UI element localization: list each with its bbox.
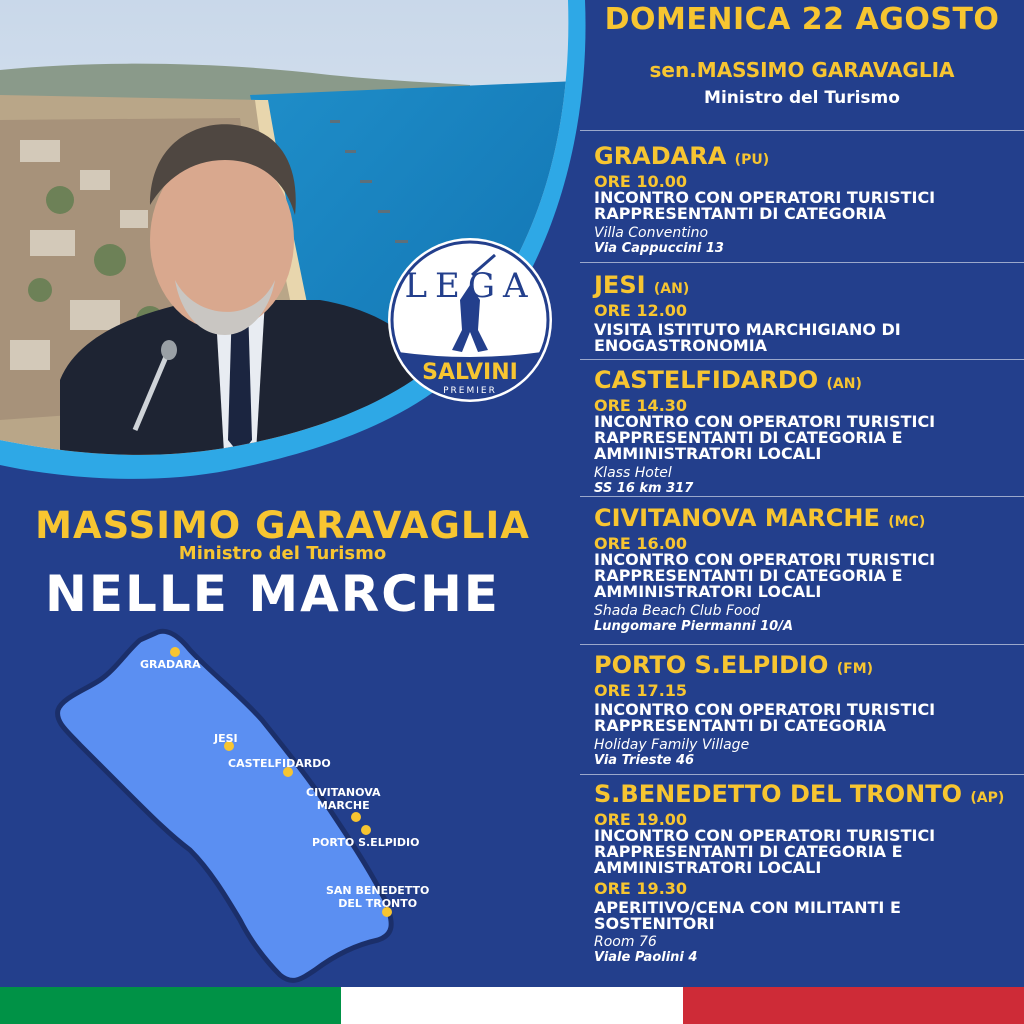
map-label-castelfidardo: CASTELFIDARDO <box>228 757 331 770</box>
event-desc: AMMINISTRATORI LOCALI <box>594 858 822 877</box>
event-city: PORTO S.ELPIDIO (FM) <box>594 651 874 679</box>
senator-name: sen.MASSIMO GARAVAGLIA <box>649 58 955 82</box>
event-address: Via Cappuccini 13 <box>594 241 724 256</box>
event-desc: INCONTRO CON OPERATORI TURISTICI <box>594 550 936 569</box>
flag-green <box>0 987 341 1024</box>
event-time: ORE 16.00 <box>594 534 688 553</box>
event-desc: SOSTENITORI <box>594 914 715 933</box>
event-time: ORE 17.15 <box>594 681 688 700</box>
divider <box>580 644 1024 645</box>
senator-role: Ministro del Turismo <box>704 88 900 108</box>
divider <box>580 262 1024 263</box>
event-gradara <box>594 143 1024 257</box>
map-label-jesi: JESI <box>214 732 238 745</box>
event-city: JESI (AN) <box>594 271 690 299</box>
event-time: ORE 14.30 <box>594 396 688 415</box>
event-desc: INCONTRO CON OPERATORI TURISTICI <box>594 700 936 719</box>
event-sbenedetto <box>594 781 1024 966</box>
marker-gradara <box>170 647 180 657</box>
event-desc: VISITA ISTITUTO MARCHIGIANO DI <box>594 320 901 339</box>
event-time: ORE 12.00 <box>594 301 688 320</box>
map-label-civitanova: CIVITANOVA MARCHE <box>306 786 381 812</box>
divider <box>580 359 1024 360</box>
event-address: Via Trieste 46 <box>594 753 695 768</box>
event-desc: RAPPRESENTANTI DI CATEGORIA E <box>594 428 903 447</box>
lega-logo-text: LEGA <box>404 266 536 306</box>
map-label-sanbenedetto: SAN BENEDETTO DEL TRONTO <box>326 884 430 910</box>
event-venue: Room 76 <box>594 934 657 950</box>
event-city: CASTELFIDARDO (AN) <box>594 366 862 394</box>
event-desc: INCONTRO CON OPERATORI TURISTICI <box>594 412 936 431</box>
marker-porto <box>361 825 371 835</box>
event-venue: Villa Conventino <box>594 225 709 241</box>
event-civitanova <box>594 505 1024 635</box>
event-time: ORE 10.00 <box>594 172 688 191</box>
event-desc: RAPPRESENTANTI DI CATEGORIA <box>594 716 887 735</box>
divider <box>580 496 1024 497</box>
map-label-gradara: GRADARA <box>140 658 201 671</box>
event-venue: Klass Hotel <box>594 465 672 481</box>
event-venue: Holiday Family Village <box>594 737 750 753</box>
lega-logo-salvini: SALVINI <box>422 360 518 385</box>
event-venue: Shada Beach Club Food <box>594 603 761 619</box>
event-time: ORE 19.00 <box>594 810 688 829</box>
event-jesi <box>594 272 1024 354</box>
minister-name-heading: MASSIMO GARAVAGLIA <box>35 504 530 547</box>
divider <box>580 774 1024 775</box>
event-desc: APERITIVO/CENA CON MILITANTI E <box>594 898 901 917</box>
divider <box>580 130 1024 131</box>
event-desc: ENOGASTRONOMIA <box>594 336 768 355</box>
event-desc: INCONTRO CON OPERATORI TURISTICI <box>594 188 936 207</box>
marker-civitanova <box>351 812 361 822</box>
event-date: DOMENICA 22 AGOSTO <box>604 2 1000 37</box>
event-city: S.BENEDETTO DEL TRONTO (AP) <box>594 780 1005 808</box>
region-heading: NELLE MARCHE <box>45 565 500 623</box>
event-desc: RAPPRESENTANTI DI CATEGORIA E <box>594 566 903 585</box>
italian-flag-band <box>0 987 1024 1024</box>
map-label-porto: PORTO S.ELPIDIO <box>312 836 420 849</box>
event-desc: RAPPRESENTANTI DI CATEGORIA E <box>594 842 903 861</box>
event-desc: RAPPRESENTANTI DI CATEGORIA <box>594 204 887 223</box>
minister-role-heading: Ministro del Turismo <box>178 543 387 564</box>
flag-white <box>341 987 682 1024</box>
event-city: GRADARA (PU) <box>594 142 770 170</box>
event-address: SS 16 km 317 <box>594 481 694 496</box>
event-desc: AMMINISTRATORI LOCALI <box>594 582 822 601</box>
event-time: ORE 19.30 <box>594 879 688 898</box>
event-desc: INCONTRO CON OPERATORI TURISTICI <box>594 826 936 845</box>
marche-map <box>0 610 580 990</box>
flag-red <box>683 987 1024 1024</box>
schedule-column <box>580 0 1024 985</box>
event-city: CIVITANOVA MARCHE (MC) <box>594 504 926 532</box>
event-porto-selpidio <box>594 652 1024 769</box>
event-address: Viale Paolini 4 <box>594 950 698 965</box>
event-address: Lungomare Piermanni 10/A <box>594 619 794 634</box>
lega-logo-premier: PREMIER <box>443 386 497 396</box>
event-desc: AMMINISTRATORI LOCALI <box>594 444 822 463</box>
event-castelfidardo <box>594 367 1024 497</box>
